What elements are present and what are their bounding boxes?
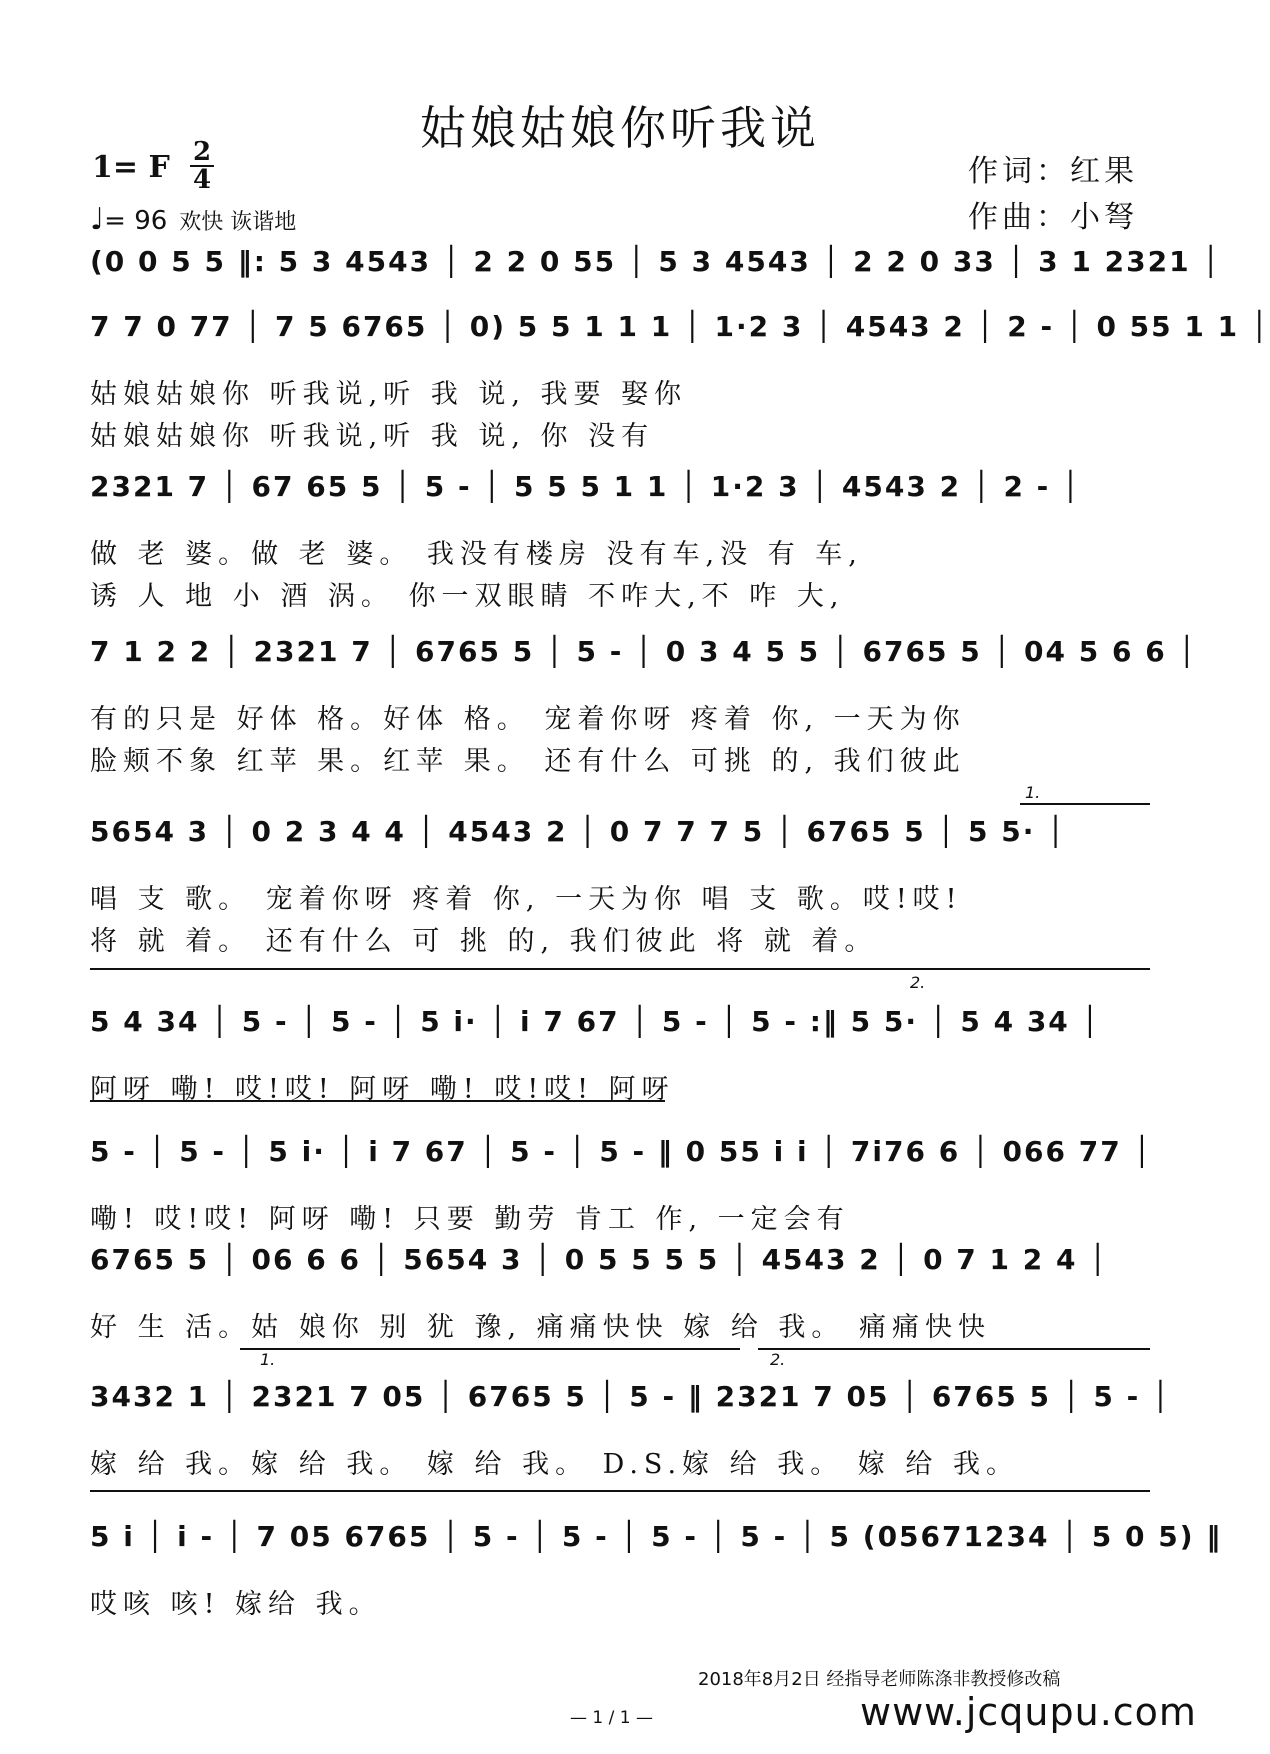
page-title: 姑娘姑娘你听我说 bbox=[420, 101, 820, 155]
lyric-verse-1: 阿呀 嘞! 哎!哎! 阿呀 嘞! 哎!哎! 阿呀 bbox=[90, 1074, 675, 1105]
notation-line: 5 i │ i - │ 7 05 6765 │ 5 - │ 5 - │ 5 - │ 5 - │ 5 (05671234 │ 5 0 5) ‖ bbox=[90, 1520, 1223, 1553]
lyric-verse-2: 姑娘姑娘你 听我说,听 我 说, 你 没有 bbox=[90, 421, 655, 452]
lyricist-credit: 作词：红果 bbox=[968, 154, 1138, 189]
lyric-verse-1: 做 老 婆。做 老 婆。 我没有楼房 没有车,没 有 车, bbox=[90, 539, 863, 570]
second-ending-mark: 2. bbox=[770, 1350, 786, 1369]
composer-credit: 作曲：小弩 bbox=[968, 200, 1138, 235]
lyric-verse-2: 将 就 着。 还有什么 可 挑 的, 我们彼此 将 就 着。 bbox=[90, 926, 878, 957]
notation-line: 7 1 2 2 │ 2321 7 │ 6765 5 │ 5 - │ 0 3 4 5 5 │ 6765 5 │ 04 5 6 6 │ bbox=[90, 635, 1198, 668]
lyric-verse-1: 哎咳 咳! 嫁给 我。 bbox=[90, 1589, 382, 1620]
lyric-verse-1: 嘞! 哎!哎! 阿呀 嘞! 只要 勤劳 肯工 作, 一定会有 bbox=[90, 1204, 850, 1235]
time-signature-top: 2 bbox=[192, 137, 212, 167]
time-signature bbox=[190, 137, 214, 195]
lyric-verse-2: 诱 人 地 小 酒 涡。 你一双眼睛 不咋大,不 咋 大, bbox=[90, 581, 845, 612]
tempo-marking bbox=[90, 202, 296, 237]
first-ending-mark: 1. bbox=[260, 1350, 276, 1369]
first-ending-mark: 1. bbox=[1025, 783, 1041, 802]
notation-line: 6765 5 │ 06 6 6 │ 5654 3 │ 0 5 5 5 5 │ 4543 2 │ 0 7 1 2 4 │ bbox=[90, 1243, 1109, 1276]
ending-bracket bbox=[1020, 803, 1150, 805]
lyric-verse-1: 唱 支 歌。 宠着你呀 疼着 你, 一天为你 唱 支 歌。哎!哎! bbox=[90, 884, 963, 915]
revision-note: 2018年8月2日 经指导老师陈涤非教授修改稿 bbox=[698, 1669, 1061, 1690]
ending-bracket bbox=[758, 1348, 1150, 1350]
repeat-divider-line bbox=[90, 968, 1150, 970]
section-divider-line bbox=[90, 1490, 1150, 1492]
lyric-verse-1: 姑娘姑娘你 听我说,听 我 说, 我要 娶你 bbox=[90, 379, 688, 410]
notation-line: (0 0 5 5 ‖: 5 3 4543 │ 2 2 0 55 │ 5 3 4543 │ 2 2 0 33 │ 3 1 2321 │ bbox=[90, 245, 1222, 278]
notation-line: 3432 1 │ 2321 7 05 │ 6765 5 │ 5 - ‖ 2321 7 05 │ 6765 5 │ 5 - │ bbox=[90, 1380, 1171, 1413]
second-ending-mark: 2. bbox=[910, 973, 926, 992]
time-signature-bottom: 4 bbox=[192, 165, 212, 195]
lyric-verse-1: 嫁 给 我。嫁 给 我。 嫁 给 我。 D.S.嫁 给 我。 嫁 给 我。 bbox=[90, 1449, 1019, 1480]
ending-bracket bbox=[90, 1100, 665, 1102]
notation-line: 5 - │ 5 - │ 5 i· │ i 7 67 │ 5 - │ 5 - ‖ 0 55 i i │ 7i76 6 │ 066 77 │ bbox=[90, 1135, 1153, 1168]
lyric-verse-2: 脸颊不象 红苹 果。红苹 果。 还有什么 可挑 的, 我们彼此 bbox=[90, 746, 966, 777]
key-signature: 1= F bbox=[92, 150, 170, 185]
tempo-description: 欢快 诙谐地 bbox=[179, 210, 297, 235]
notation-line: 5 4 34 │ 5 - │ 5 - │ 5 i· │ i 7 67 │ 5 - │ 5 - :‖ 5 5· │ 5 4 34 │ bbox=[90, 1005, 1101, 1038]
page-number: — 1 / 1 — bbox=[570, 1708, 653, 1728]
lyric-verse-1: 好 生 活。姑 娘你 别 犹 豫, 痛痛快快 嫁 给 我。 痛痛快快 bbox=[90, 1312, 991, 1343]
notation-line: 2321 7 │ 67 65 5 │ 5 - │ 5 5 5 1 1 │ 1·2 3 │ 4543 2 │ 2 - │ bbox=[90, 470, 1081, 503]
notation-line: 5654 3 │ 0 2 3 4 4 │ 4543 2 │ 0 7 7 7 5 │ 6765 5 │ 5 5· │ bbox=[90, 815, 1067, 848]
ending-bracket bbox=[240, 1348, 740, 1350]
site-watermark: www.jcqupu.com bbox=[860, 1690, 1197, 1734]
notation-line: 7 7 0 77 │ 7 5 6765 │ 0) 5 5 1 1 1 │ 1·2 3 │ 4543 2 │ 2 - │ 0 55 1 1 │ bbox=[90, 310, 1270, 343]
tempo-value: = 96 bbox=[104, 206, 168, 236]
lyric-verse-1: 有的只是 好体 格。好体 格。 宠着你呀 疼着 你, 一天为你 bbox=[90, 704, 966, 735]
quarter-note-icon: ♩ bbox=[90, 202, 105, 237]
